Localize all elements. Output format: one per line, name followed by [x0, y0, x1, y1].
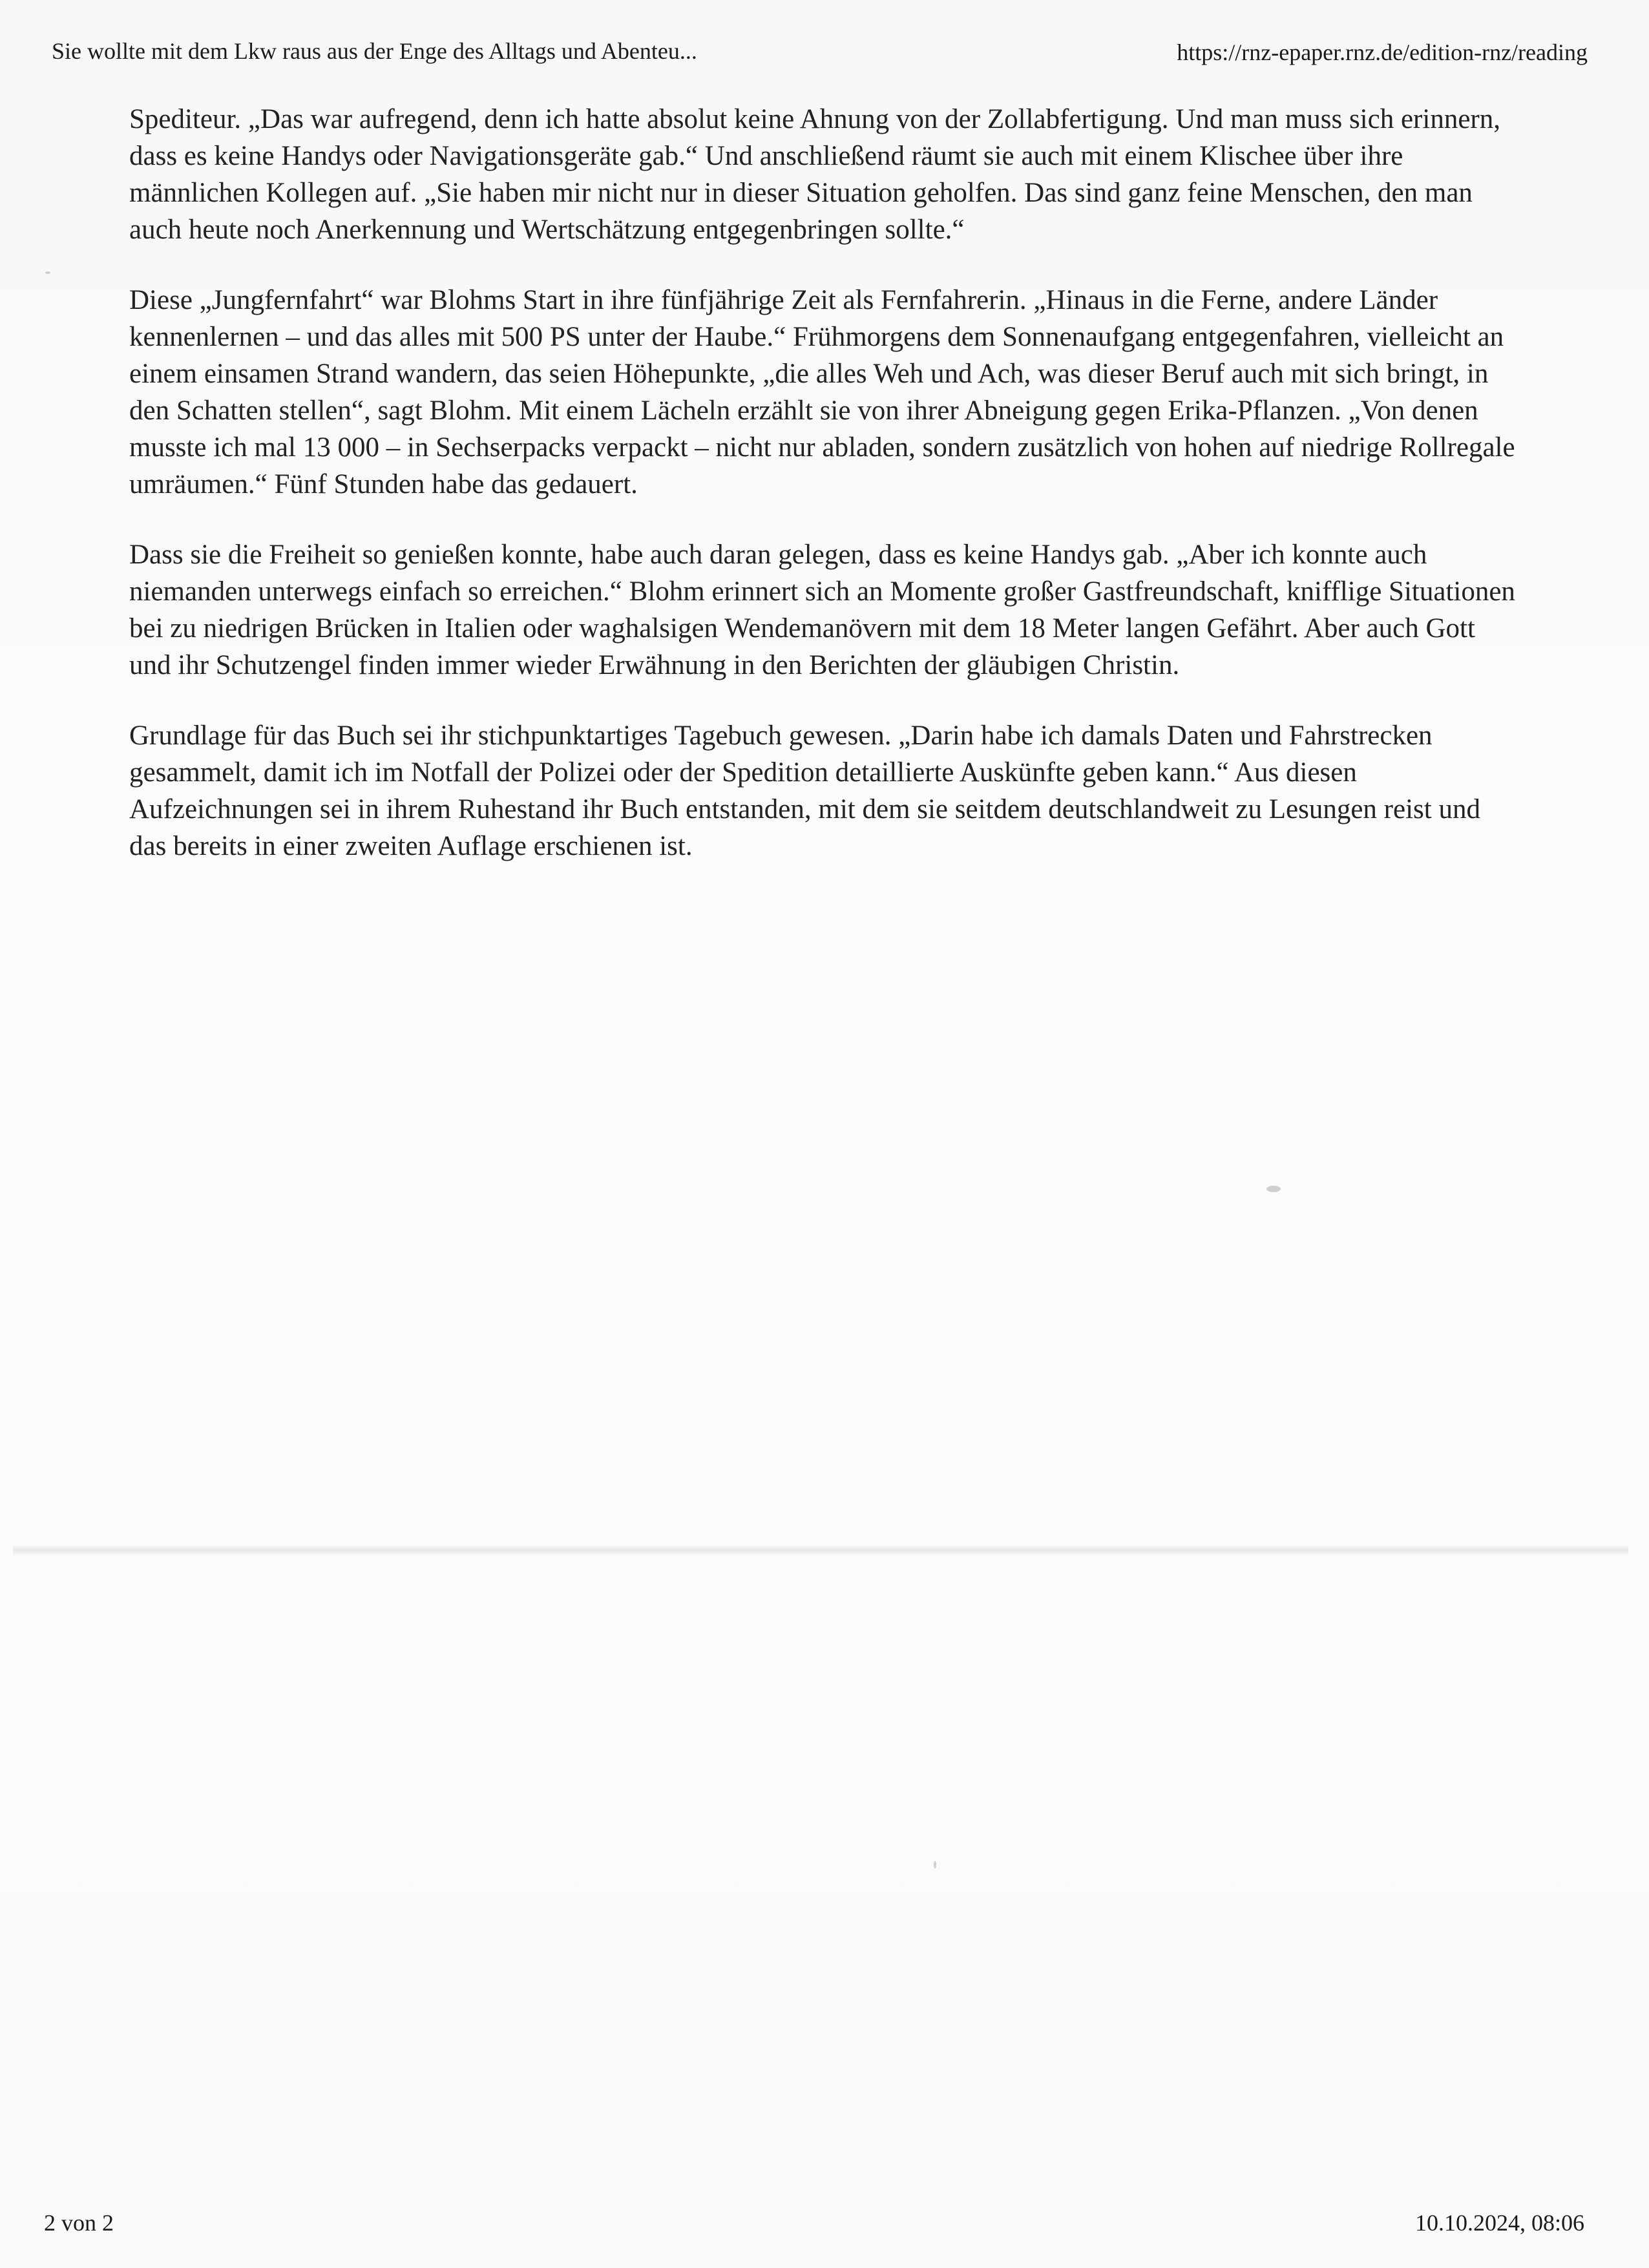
article-paragraph: Dass sie die Freiheit so genießen konnte, habe auch daran gelegen, dass es keine Handys gab. „Aber ich konnte auch niemanden unterwegs einfach so erreichen.“ Blohm erinnert sich an Momente großer Gastfreundschaft, knifflige Situationen bei zu niedrigen Brücken in Italien oder waghalsigen Wendemanövern mit dem 18 Meter langen Gefährt. Aber auch Gott und ihr Schutzengel finden immer wieder Erwähnung in den Berichten der gläubigen Christin.	[129, 540, 1515, 680]
scan-speck	[1266, 1186, 1281, 1192]
article-paragraph: Diese „Jungfernfahrt“ war Blohms Start in ihre fünfjährige Zeit als Fernfahrerin. „Hinaus in die Ferne, andere Länder kennenlernen – und das alles mit 500 PS unter der Haube.“ Frühmorgens dem Sonnenaufgang entgegenfahren, vielleicht an einem einsamen Strand wandern, das seien Höhepunkte, „die alles Weh und Ach, was dieser Beruf auch mit sich bringt, in den Schatten stellen“, sagt Blohm. Mit einem Lächeln erzählt sie von ihrer Abneigung gegen Erika-Pflanzen. „Von denen musste ich mal 13 000 – in Sechserpacks verpackt – nicht nur abladen, sondern zusätzlich von hohen auf niedrige Rollregale umräumen.“ Fünf Stunden habe das gedauert.	[129, 285, 1515, 499]
scan-streak	[13, 1544, 1628, 1556]
article-paragraph: Spediteur. „Das war aufregend, denn ich hatte absolut keine Ahnung von der Zollabfertigung. Und man muss sich erinnern, dass es keine Handys oder Navigationsgeräte gab.“ Und anschließend räumt sie auch mit einem Klischee über ihre männlichen Kollegen auf. „Sie haben mir nicht nur in dieser Situation geholfen. Das sind ganz feine Menschen, den man auch heute noch Anerkennung und Wertschätzung entgegenbringen sollte.“	[129, 104, 1500, 245]
page-number: 2 von 2	[44, 2210, 114, 2236]
scan-speck	[934, 1861, 936, 1869]
article-body	[129, 101, 1518, 898]
page-url[interactable]: https://rnz-epaper.rnz.de/edition-rnz/reading	[1177, 39, 1588, 65]
page-title: Sie wollte mit dem Lkw raus aus der Enge des Alltags und Abenteu...	[52, 38, 697, 64]
article-paragraph: Grundlage für das Buch sei ihr stichpunktartiges Tagebuch gewesen. „Darin habe ich damals Daten und Fahrstrecken gesammelt, damit ich im Notfall der Polizei oder der Spedition detaillierte Auskünfte geben kann.“ Aus diesen Aufzeichnungen sei in ihrem Ruhestand ihr Buch entstanden, mit dem sie seitdem deutschlandweit zu Lesungen reist und das bereits in einer zweiten Auflage erschienen ist.	[129, 720, 1480, 861]
print-datetime: 10.10.2024, 08:06	[1414, 2210, 1584, 2236]
scan-speck	[45, 271, 50, 274]
